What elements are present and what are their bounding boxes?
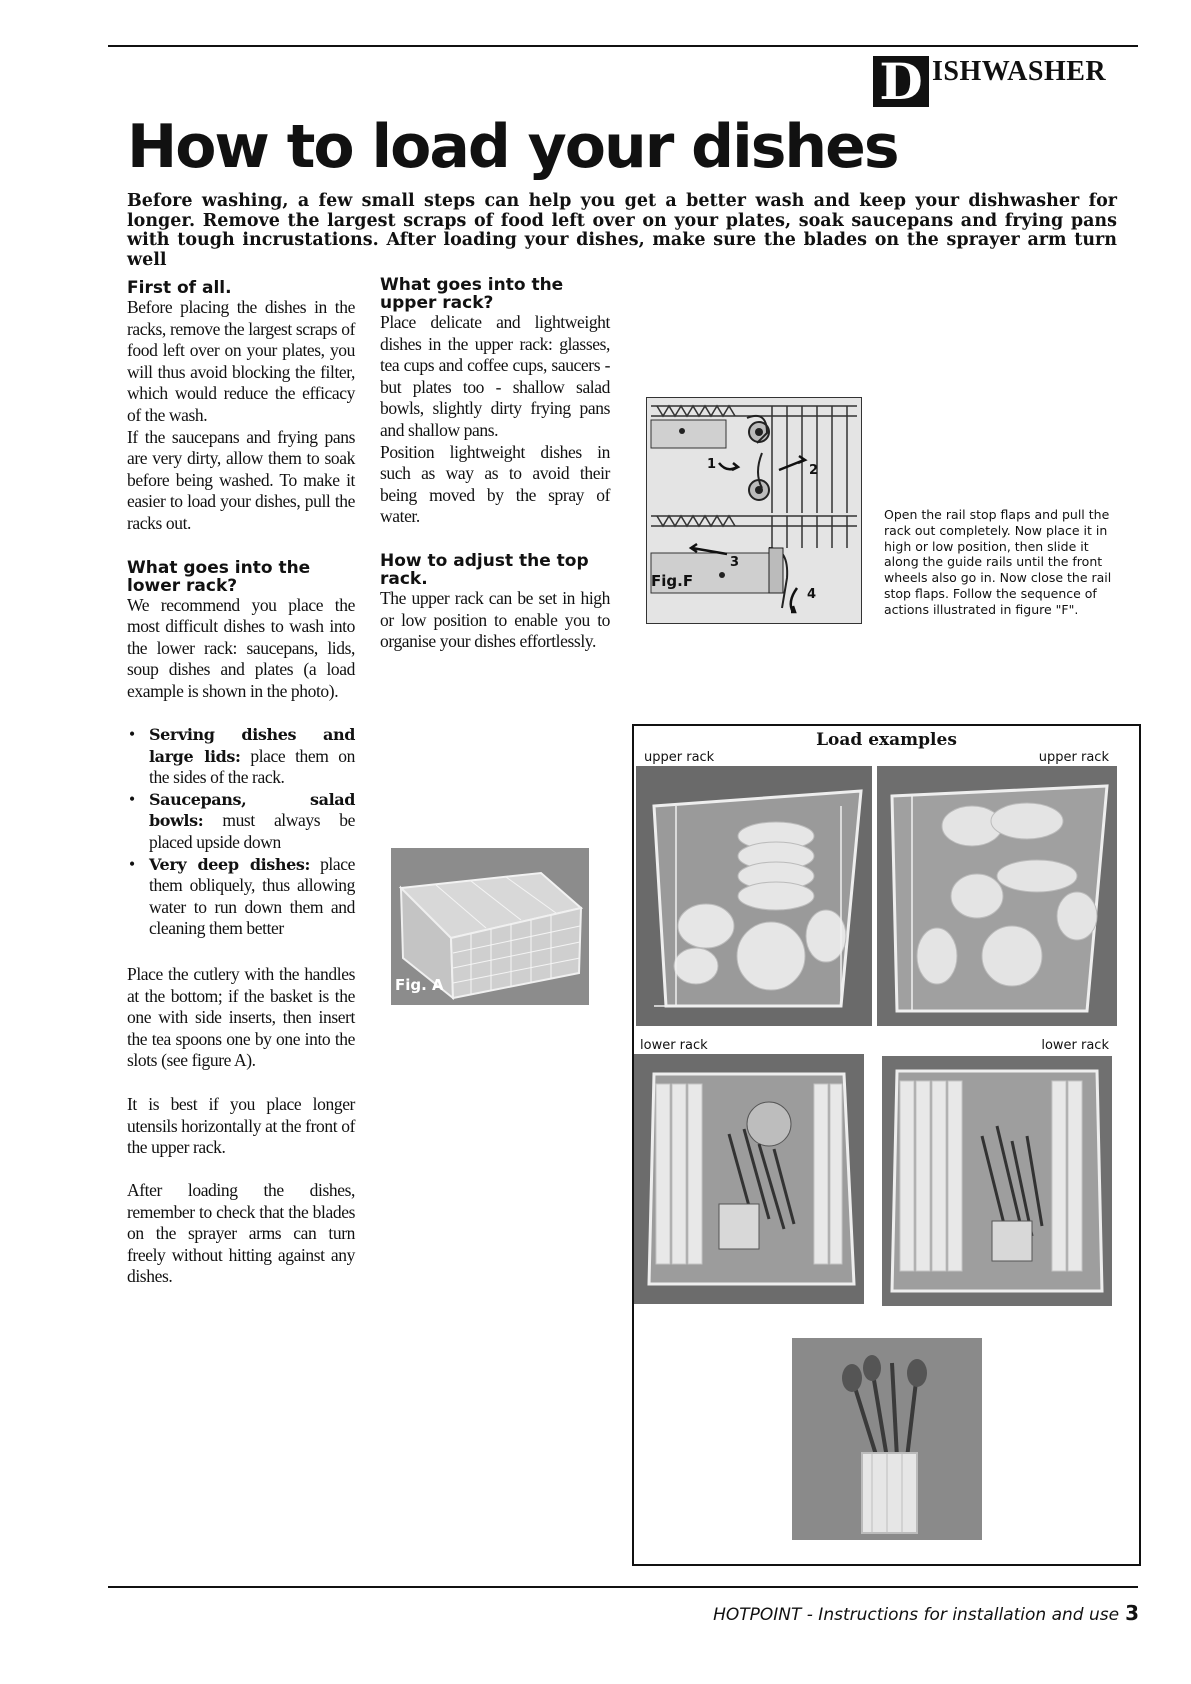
lower-rack-bullets (127, 724, 355, 940)
footer-text: HOTPOINT - Instructions for installation and use (713, 1605, 1120, 1625)
upper-rack-paragraph-2: Position lightweight dishes in such as way as to avoid their being moved by the spray of water. (380, 441, 610, 527)
upper-rack-label-right: upper rack (1038, 750, 1109, 765)
bottom-rule (108, 1586, 1138, 1588)
first-of-all-paragraph-2: If the saucepans and frying pans are very dirty, allow them to soak before being washed. To make it easier to load your dishes, pull the racks out. (127, 426, 355, 533)
page-title: How to load your dishes (127, 112, 898, 182)
section-name: ISHWASHER (932, 56, 1107, 87)
bullet-item: • Serving dishes and large lids: place them on the sides of the rack. (129, 724, 356, 788)
after-loading-paragraph: After loading the dishes, remember to check that the blades on the sprayer arms can turn freely without hitting against any dishes. (127, 1180, 355, 1287)
section-initial: D (873, 56, 929, 107)
bullet-bold: Very deep dishes: (149, 854, 311, 874)
step-2-label: 2 (809, 463, 819, 478)
load-examples-panel (632, 724, 1141, 1566)
figure-a-label: Fig. A (395, 976, 444, 994)
figure-f-label: Fig.F (651, 572, 694, 590)
upper-rack-label-left: upper rack (644, 750, 715, 765)
upper-rack-heading: What goes into the upper rack? (380, 275, 564, 313)
lower-rack-paragraph: We recommend you place the most difficult dishes to wash into the lower rack: saucepans, lids, soup dishes and plates (a load example is shown in the photo). (127, 594, 355, 701)
upper-rack-photo-right (877, 766, 1117, 1026)
adjust-rack-heading: How to adjust the top rack. (380, 550, 589, 589)
column-left (127, 279, 355, 703)
bullet-text: place them on the sides of the rack. (149, 745, 356, 788)
load-examples-title: Load examples (816, 730, 957, 750)
column-middle (380, 276, 610, 653)
step-3-label: 3 (730, 555, 740, 570)
first-of-all-heading: First of all. (127, 278, 232, 298)
lower-rack-photo-left (634, 1054, 864, 1304)
bullet-text: place them obliquely, thus allowing water to run down them and cleaning them better (149, 853, 355, 939)
bullet-text: must always be placed upside down (149, 810, 355, 852)
section-header (873, 52, 1107, 111)
figure-f-caption: Open the rail stop flaps and pull the rack out completely. Now place it in high or low position, then slide it along the guide rails until the front wheels also go in. Now close the rail stop flaps. Follow the sequence of actions illustrated in figure "F". (884, 507, 1112, 617)
adjust-rack-paragraph: The upper rack can be set in high or low position to enable you to organise your dishes effortlessly. (380, 587, 610, 652)
bullet-bold: Serving dishes and large lids: (149, 725, 355, 766)
bullet-bold: Saucepans, salad bowls: (149, 789, 355, 831)
figure-a-cutlery-basket (391, 848, 589, 1005)
cutlery-paragraph: Place the cutlery with the handles at the bottom; if the basket is the one with side inserts, then insert the tea spoons one by one into the slots (see figure A). (127, 964, 355, 1071)
figure-f-illustration (646, 397, 862, 624)
rack-rail-diagram (647, 398, 861, 623)
step-1-label: 1 (707, 457, 717, 472)
utensils-paragraph: It is best if you place longer utensils horizontally at the front of the upper rack. (127, 1094, 355, 1158)
bullet-item: • Very deep dishes: place them obliquely, thus allowing water to run down them and cleaning them better (129, 853, 355, 939)
first-of-all-paragraph-1: Before placing the dishes in the racks, remove the largest scraps of food left over on your plates, you will thus avoid blocking the filter, which would reduce the efficacy of the wash. (127, 297, 355, 425)
page-footer (713, 1601, 1139, 1625)
step-4-label: 4 (807, 587, 817, 602)
lower-rack-label-right: lower rack (1041, 1038, 1109, 1053)
lower-rack-photo-right (882, 1056, 1112, 1306)
upper-rack-paragraph-1: Place delicate and lightweight dishes in the upper rack: glasses, tea cups and coffee cups, saucers - but plates too - shallow salad bowls, slightly dirty frying pans and shallow pans. (380, 312, 610, 440)
intro-text: Before washing, a few small steps can help you get a better wash and keep your dishwasher for longer. Remove the largest scraps of food left over on your plates, soak saucepans and frying pans with tough incrustations. After loading your dishes, make sure the blades on the sprayer arm turn well (127, 191, 1117, 270)
cutlery-basket-photo (792, 1338, 982, 1540)
lower-rack-label-left: lower rack (640, 1038, 708, 1053)
upper-rack-photo-left (636, 766, 872, 1026)
lower-rack-heading: What goes into the lower rack? (127, 557, 311, 596)
bullet-item: • Saucepans, salad bowls: must always be placed upside down (129, 788, 355, 852)
page-number: 3 (1125, 1601, 1139, 1625)
top-rule (108, 45, 1138, 47)
